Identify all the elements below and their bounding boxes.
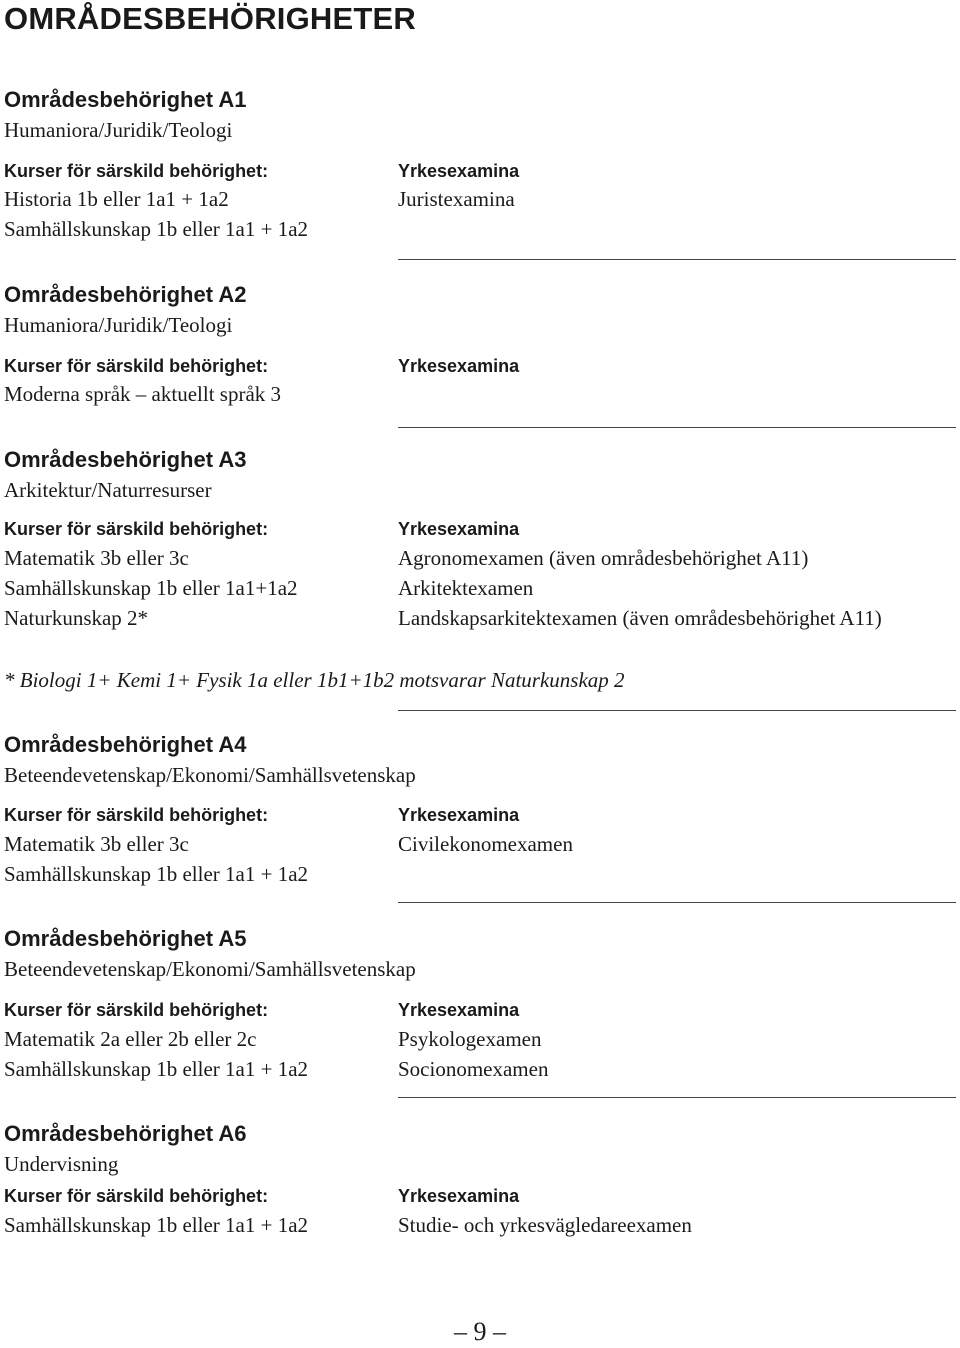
degree-item: Juristexamina	[398, 187, 515, 211]
courses-header: Kurser för särskild behörighet:	[4, 805, 269, 825]
degree-item: Agronomexamen (även områdesbehörighet A11)	[398, 546, 809, 570]
courses-list	[4, 829, 308, 889]
degree-item: Arkitektexamen	[398, 576, 534, 600]
footnote: * Biologi 1+ Kemi 1+ Fysik 1a eller 1b1+1b2 motsvarar Naturkunskap 2	[4, 668, 625, 692]
degrees-header: Yrkesexamina	[398, 1186, 520, 1206]
degrees-header: Yrkesexamina	[398, 519, 520, 539]
section-title: Områdesbehörighet A5	[4, 926, 247, 951]
degrees-header: Yrkesexamina	[398, 1000, 520, 1020]
course-item: Moderna språk – aktuellt språk 3	[4, 382, 282, 406]
course-item: Historia 1b eller 1a1 + 1a2	[4, 187, 229, 211]
section-subtitle: Arkitektur/Naturresurser	[4, 478, 212, 502]
degree-item: Psykologexamen	[398, 1027, 542, 1051]
page-number: – 9 –	[454, 1317, 506, 1346]
courses-list	[4, 1210, 308, 1240]
degree-item: Landskapsarkitektexamen (även områdesbehörighet A11)	[398, 606, 882, 630]
section-divider	[398, 259, 956, 260]
courses-list	[4, 543, 298, 633]
degrees-list	[398, 184, 515, 214]
section-subtitle: Beteendevetenskap/Ekonomi/Samhällsvetenskap	[4, 957, 416, 981]
courses-list	[4, 379, 281, 409]
degree-item: Socionomexamen	[398, 1057, 549, 1081]
section-subtitle: Beteendevetenskap/Ekonomi/Samhällsvetenskap	[4, 763, 416, 787]
section-divider	[398, 1097, 956, 1098]
section-title: Områdesbehörighet A6	[4, 1121, 247, 1146]
course-item: Samhällskunskap 1b eller 1a1+1a2	[4, 576, 298, 600]
course-item: Samhällskunskap 1b eller 1a1 + 1a2	[4, 1057, 309, 1081]
course-item: Matematik 3b eller 3c	[4, 832, 189, 856]
section-subtitle: Humaniora/Juridik/Teologi	[4, 118, 233, 142]
course-item: Samhällskunskap 1b eller 1a1 + 1a2	[4, 217, 309, 241]
section-title: Områdesbehörighet A2	[4, 282, 247, 307]
page-title: OMRÅDESBEHÖRIGHETER	[4, 1, 416, 36]
course-item: Matematik 3b eller 3c	[4, 546, 189, 570]
section-divider	[398, 710, 956, 711]
degrees-list	[398, 1210, 692, 1240]
course-item: Matematik 2a eller 2b eller 2c	[4, 1027, 257, 1051]
courses-list	[4, 184, 308, 244]
courses-header: Kurser för särskild behörighet:	[4, 1000, 269, 1020]
degree-item: Civilekonomexamen	[398, 832, 573, 856]
courses-header: Kurser för särskild behörighet:	[4, 519, 269, 539]
degrees-list	[398, 543, 882, 633]
courses-header: Kurser för särskild behörighet:	[4, 161, 269, 181]
section-subtitle: Undervisning	[4, 1152, 119, 1176]
degrees-header: Yrkesexamina	[398, 161, 520, 181]
course-item: Samhällskunskap 1b eller 1a1 + 1a2	[4, 1213, 309, 1237]
courses-header: Kurser för särskild behörighet:	[4, 356, 269, 376]
section-divider	[398, 902, 956, 903]
degrees-header: Yrkesexamina	[398, 805, 520, 825]
degree-item: Studie- och yrkesvägledareexamen	[398, 1213, 692, 1237]
courses-header: Kurser för särskild behörighet:	[4, 1186, 269, 1206]
degrees-header: Yrkesexamina	[398, 356, 520, 376]
section-title: Områdesbehörighet A1	[4, 87, 247, 112]
course-item: Samhällskunskap 1b eller 1a1 + 1a2	[4, 862, 309, 886]
course-item: Naturkunskap 2*	[4, 606, 149, 630]
section-divider	[398, 427, 956, 428]
degrees-list	[398, 829, 573, 859]
degrees-list	[398, 1024, 548, 1084]
section-subtitle: Humaniora/Juridik/Teologi	[4, 313, 233, 337]
section-title: Områdesbehörighet A3	[4, 447, 247, 472]
section-title: Områdesbehörighet A4	[4, 732, 247, 757]
courses-list	[4, 1024, 308, 1084]
